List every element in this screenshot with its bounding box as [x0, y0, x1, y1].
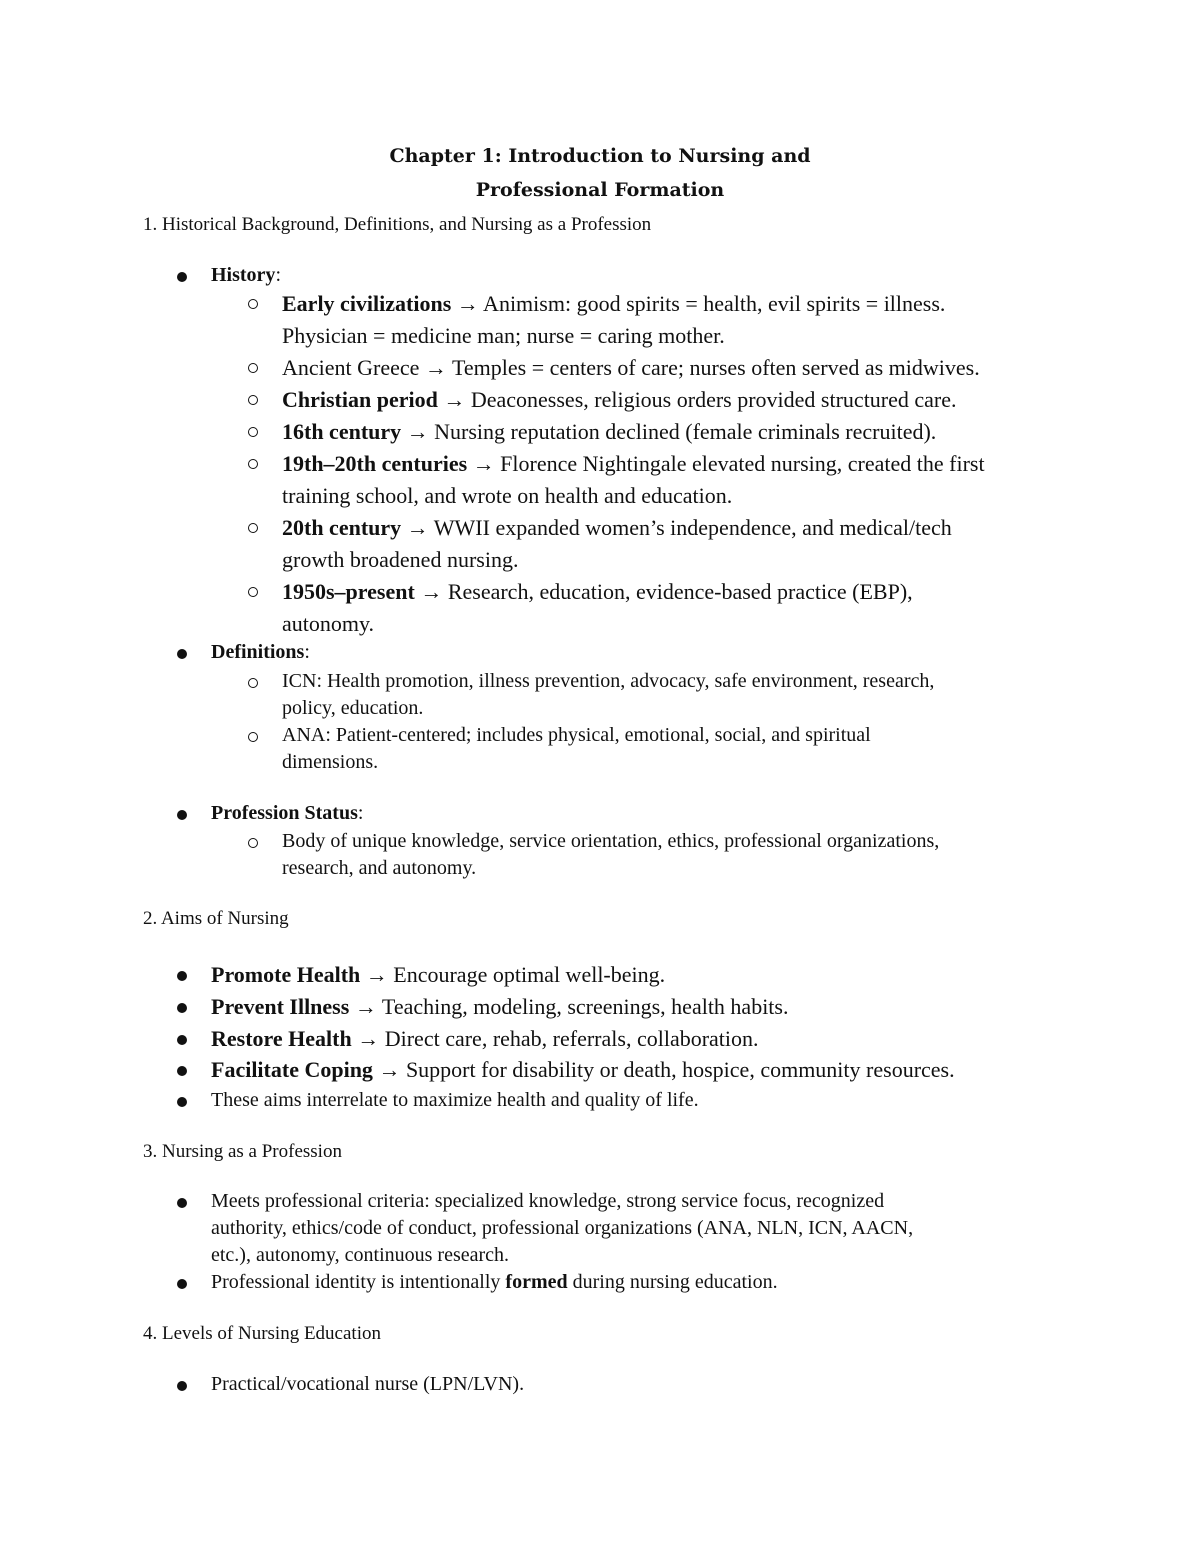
- bullet-icon: [177, 1035, 187, 1045]
- section-4-heading: 4. Levels of Nursing Education: [143, 1323, 381, 1344]
- definition-icn: ICN: Health promotion, illness prevention, advocacy, safe environment, research,: [282, 670, 935, 692]
- section-1-heading: 1. Historical Background, Definitions, and Nursing as a Profession: [143, 214, 652, 235]
- history-item-3: Christian period → Deaconesses, religious orders provided structured care.: [282, 387, 957, 412]
- profession-status-label: Profession Status:: [211, 802, 364, 824]
- history-item-4: 16th century → Nursing reputation declined (female criminals recruited).: [282, 419, 937, 444]
- bullet-icon: [177, 649, 187, 659]
- bullet-icon: [177, 971, 187, 981]
- circle-bullet-icon: [248, 459, 258, 469]
- history-item-1-cont: Physician = medicine man; nurse = caring mother.: [282, 323, 725, 348]
- bullet-icon: [177, 1003, 187, 1013]
- bullet-icon: [177, 1066, 187, 1076]
- profession-criteria: Meets professional criteria: specialized knowledge, strong service focus, recognized: [211, 1190, 885, 1212]
- circle-bullet-icon: [248, 732, 258, 742]
- aim-item-5: These aims interrelate to maximize health and quality of life.: [211, 1089, 699, 1111]
- definitions-label: Definitions:: [211, 641, 310, 663]
- aim-item-1: Promote Health → Encourage optimal well-being.: [211, 962, 666, 987]
- definition-ana: ANA: Patient-centered; includes physical, emotional, social, and spiritual: [282, 724, 871, 746]
- circle-bullet-icon: [248, 587, 258, 597]
- bullet-icon: [177, 1097, 187, 1107]
- definition-icn-cont: policy, education.: [282, 697, 424, 719]
- history-item-5: 19th–20th centuries → Florence Nightingale elevated nursing, created the first: [282, 451, 985, 476]
- bullet-icon: [177, 810, 187, 820]
- circle-bullet-icon: [248, 427, 258, 437]
- circle-bullet-icon: [248, 523, 258, 533]
- section-3-heading: 3. Nursing as a Profession: [143, 1141, 342, 1162]
- history-item-7: 1950s–present → Research, education, evidence-based practice (EBP),: [282, 579, 913, 604]
- history-item-1: Early civilizations → Animism: good spirits = health, evil spirits = illness.: [282, 291, 946, 316]
- bullet-icon: [177, 272, 187, 282]
- definition-ana-cont: dimensions.: [282, 751, 379, 773]
- bullet-icon: [177, 1198, 187, 1208]
- history-item-6-cont: growth broadened nursing.: [282, 547, 519, 572]
- education-level-item: Practical/vocational nurse (LPN/LVN).: [211, 1373, 525, 1395]
- profession-status-item-cont: research, and autonomy.: [282, 857, 477, 879]
- circle-bullet-icon: [248, 395, 258, 405]
- history-item-2: Ancient Greece → Temples = centers of care; nurses often served as midwives.: [282, 355, 980, 380]
- aim-item-2: Prevent Illness → Teaching, modeling, screenings, health habits.: [211, 994, 789, 1019]
- document-title-line2: Professional Formation: [475, 179, 725, 201]
- circle-bullet-icon: [248, 678, 258, 688]
- section-2-heading: 2. Aims of Nursing: [143, 908, 289, 929]
- circle-bullet-icon: [248, 299, 258, 309]
- bullet-icon: [177, 1279, 187, 1289]
- circle-bullet-icon: [248, 838, 258, 848]
- history-item-7-cont: autonomy.: [282, 611, 375, 636]
- professional-identity: Professional identity is intentionally formed during nursing education.: [211, 1271, 778, 1293]
- circle-bullet-icon: [248, 363, 258, 373]
- profession-status-item: Body of unique knowledge, service orientation, ethics, professional organizations,: [282, 830, 940, 852]
- history-item-5-cont: training school, and wrote on health and education.: [282, 483, 733, 508]
- aim-item-4: Facilitate Coping → Support for disability or death, hospice, community resources.: [211, 1057, 955, 1082]
- history-item-6: 20th century → WWII expanded women’s independence, and medical/tech: [282, 515, 952, 540]
- profession-criteria-cont1: authority, ethics/code of conduct, professional organizations (ANA, NLN, ICN, AACN,: [211, 1217, 914, 1239]
- history-label: History:: [211, 264, 281, 286]
- profession-criteria-cont2: etc.), autonomy, continuous research.: [211, 1244, 510, 1266]
- bullet-icon: [177, 1381, 187, 1391]
- document-title-line1: Chapter 1: Introduction to Nursing and: [389, 145, 811, 167]
- aim-item-3: Restore Health → Direct care, rehab, referrals, collaboration.: [211, 1026, 759, 1051]
